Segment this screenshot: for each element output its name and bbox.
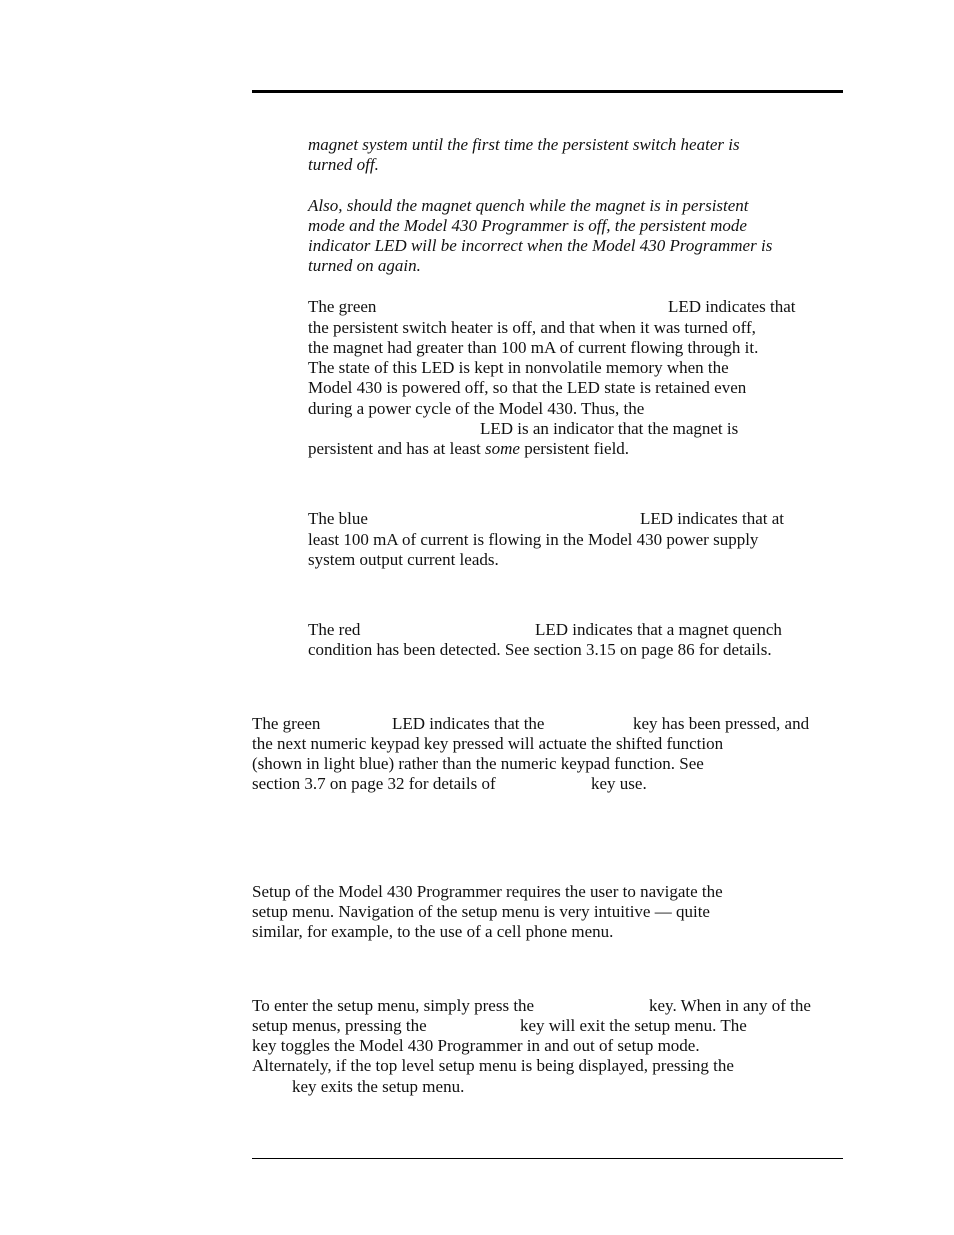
- persistent-led-text: LED indicates that: [668, 297, 796, 316]
- persistent-led-text: [308, 439, 629, 459]
- persistent-led-text-part: persistent field.: [519, 439, 630, 458]
- enter-setup-text: Alternately, if the top level setup menu is being displayed, pressing the: [252, 1056, 734, 1075]
- persistent-led-text: Model 430 is powered off, so that the LED state is retained even: [308, 378, 747, 397]
- quench-led-text: condition has been detected. See section 3.15 on page 86 for details.: [308, 640, 772, 659]
- shift-led-text: section 3.7 on page 32 for details of: [252, 774, 496, 793]
- setup-intro-text: similar, for example, to the use of a cell phone menu.: [252, 922, 614, 941]
- current-led-text: least 100 mA of current is flowing in the Model 430 power supply: [308, 530, 759, 549]
- shift-led-text: key use.: [591, 774, 647, 793]
- persistent-led-text: The green: [308, 297, 377, 316]
- current-led-text: LED indicates that at: [640, 509, 784, 528]
- quench-led-text: LED indicates that a magnet quench: [535, 620, 782, 639]
- enter-setup-text: setup menus, pressing the: [252, 1016, 427, 1035]
- enter-setup-text: key. When in any of the: [649, 996, 811, 1015]
- note-line: magnet system until the first time the persistent switch heater is: [308, 135, 740, 154]
- persistent-led-text-part: persistent and has at least: [308, 439, 486, 458]
- setup-intro-text: Setup of the Model 430 Programmer requires the user to navigate the: [252, 882, 723, 901]
- persistent-led-text: The state of this LED is kept in nonvolatile memory when the: [308, 358, 729, 377]
- persistent-led-text: during a power cycle of the Model 430. Thus, the: [308, 399, 645, 418]
- shift-led-text: the next numeric keypad key pressed will actuate the shifted function: [252, 734, 724, 753]
- quench-led-text: The red: [308, 620, 361, 639]
- shift-led-text: The green: [252, 714, 321, 733]
- persistent-led-emphasis: some: [485, 439, 520, 458]
- shift-led-text: (shown in light blue) rather than the numeric keypad function. See: [252, 754, 704, 773]
- persistent-led-text: the persistent switch heater is off, and that when it was turned off,: [308, 318, 756, 337]
- note-line: turned off.: [308, 155, 379, 174]
- shift-led-text: key has been pressed, and: [633, 714, 810, 733]
- note-line: Also, should the magnet quench while the magnet is in persistent: [308, 196, 749, 215]
- persistent-led-text: the magnet had greater than 100 mA of current flowing through it.: [308, 338, 759, 357]
- note-line: indicator LED will be incorrect when the Model 430 Programmer is: [308, 236, 773, 255]
- shift-led-text: LED indicates that the: [392, 714, 545, 733]
- persistent-led-text: LED is an indicator that the magnet is: [480, 419, 739, 438]
- enter-setup-text: To enter the setup menu, simply press the: [252, 996, 535, 1015]
- note-line: turned on again.: [308, 256, 421, 275]
- enter-setup-text: key exits the setup menu.: [292, 1077, 465, 1096]
- footer-rule: [252, 1158, 843, 1159]
- note-line: mode and the Model 430 Programmer is off, the persistent mode: [308, 216, 747, 235]
- header-rule: [252, 90, 843, 93]
- enter-setup-text: key will exit the setup menu. The: [520, 1016, 747, 1035]
- enter-setup-text: key toggles the Model 430 Programmer in and out of setup mode.: [252, 1036, 700, 1055]
- current-led-text: The blue: [308, 509, 368, 528]
- setup-intro-text: setup menu. Navigation of the setup menu is very intuitive — quite: [252, 902, 710, 921]
- current-led-text: system output current leads.: [308, 550, 499, 569]
